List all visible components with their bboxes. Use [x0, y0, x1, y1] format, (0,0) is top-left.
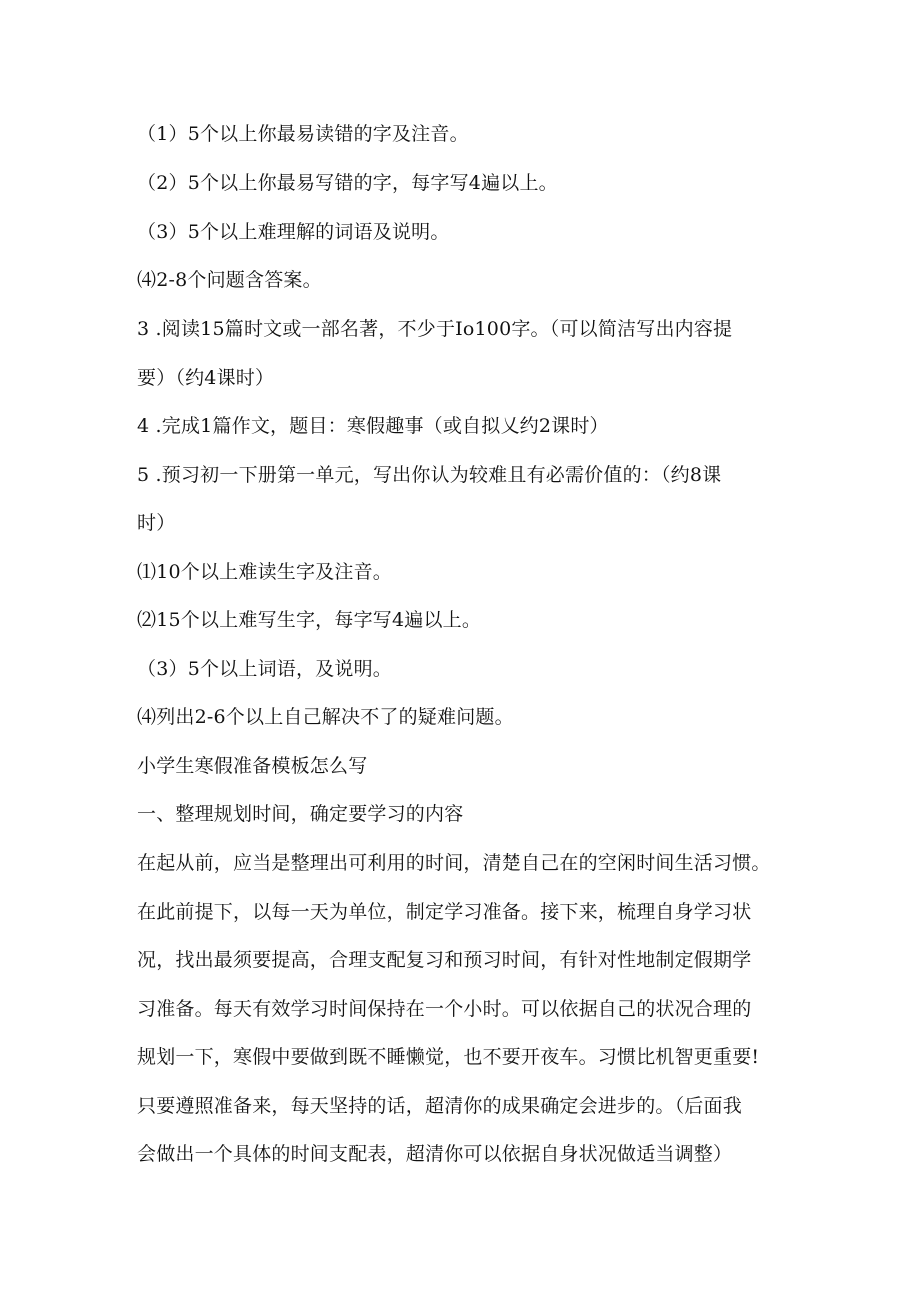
text-line: 时）	[137, 512, 176, 534]
text-line: 况，找出最须要提高，合理支配复习和预习时间，有针对性地制定假期学	[137, 949, 752, 971]
text-line: ⑴10个以上难读生字及注音。	[137, 561, 392, 583]
text-line: 在此前提下，以每一天为单位，制定学习准备。接下来，梳理自身学习状	[137, 901, 752, 923]
text-line: 3 .阅读15篇时文或一部名著，不少于Io100字。（可以简洁写出内容提	[137, 318, 733, 340]
text-line: 习准备。每天有效学习时间保持在一个小时。可以依据自己的状况合理的	[137, 998, 752, 1020]
text-line: 会做出一个具体的时间支配表，超清你可以依据自身状况做适当调整）	[137, 1143, 733, 1165]
text-line: ⑵15个以上难写生字，每字写4遍以上。	[137, 609, 482, 631]
text-line: （3）5个以上难理解的词语及说明。	[137, 221, 450, 243]
text-line: 要）（约4课时）	[137, 367, 275, 389]
text-line: （2）5个以上你最易写错的字，每字写4遍以上。	[137, 172, 558, 194]
section-title: 小学生寒假准备模板怎么写	[137, 755, 368, 777]
text-line: 在起从前，应当是整理出可利用的时间，清楚自己在的空闲时间生活习惯。	[137, 852, 771, 874]
text-line: ⑷列出2-6个以上自己解决不了的疑难问题。	[137, 706, 514, 728]
text-line: 5 .预习初一下册第一单元，写出你认为较难且有必需价值的：（约8课	[137, 464, 722, 486]
text-line: 规划一下，寒假中要做到既不睡懒觉，也不要开夜车。习惯比机智更重要!	[137, 1046, 760, 1068]
section-heading: 一、整理规划时间，确定要学习的内容	[137, 803, 464, 825]
text-line: 4 .完成1篇作文，题目：寒假趣事（或自拟乂约2课时）	[137, 415, 609, 437]
text-line: （1）5个以上你最易读错的字及注音。	[137, 123, 469, 145]
text-line: （3）5个以上词语，及说明。	[137, 658, 392, 680]
text-line: ⑷2-8个问题含答案。	[137, 269, 322, 291]
text-line: 只要遵照准备来，每天坚持的话，超清你的成果确定会进步的。（后面我	[137, 1095, 742, 1117]
